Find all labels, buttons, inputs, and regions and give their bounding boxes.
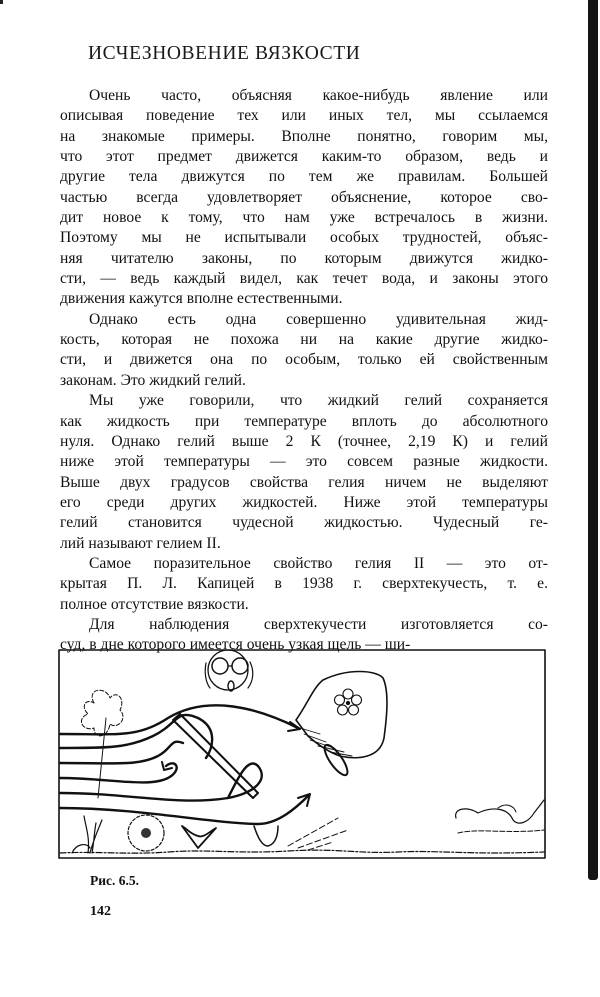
paragraph — [60, 554, 548, 615]
paragraph — [60, 391, 548, 554]
text-line: Очень часто, объясняя какое-нибудь явление или — [89, 87, 548, 104]
scan-corner-mark — [0, 0, 3, 4]
page-edge-shadow — [588, 0, 598, 880]
text-line: няя читателю законы, по которым движутся жидко- — [60, 249, 548, 267]
text-line: гелий становится чудесной жидкостью. Чудесный ге- — [60, 514, 548, 532]
text-line: лий называют гелием II. — [60, 534, 221, 552]
text-line: Однако есть одна совершенно удивительная жид- — [89, 310, 548, 328]
figure-illustration — [58, 648, 546, 860]
text-line: ниже этой температуры — это совсем разные жидкости. — [60, 453, 548, 471]
text-line: дит новое к тому, что нам уже встречалось в жизни. — [60, 209, 548, 227]
text-line: Выше двух градусов свойства гелия ничем не выделяют — [60, 473, 548, 491]
figure-caption: Рис. 6.5. — [90, 873, 140, 888]
text-line: крытая П. Л. Капицей в 1938 г. сверхтекучесть, т. е. — [60, 575, 548, 593]
text-line: кость, которая не похожа ни на какие другие жидко- — [60, 331, 548, 349]
text-line: что этот предмет движется каким-то образом, ведь и — [60, 148, 548, 166]
text-line: законам. Это жидкий гелий. — [60, 371, 246, 389]
text-line: другие тела движутся по тем же правилам. Большей — [60, 168, 548, 186]
text-line: движения кажутся вполне естественными. — [60, 290, 343, 308]
section-heading: ИСЧЕЗНОВЕНИЕ ВЯЗКОСТИ — [88, 43, 361, 64]
text-line: Самое поразительное свойство гелия II — это от- — [89, 554, 548, 572]
text-line: как жидкость при температуре вплоть до абсолютного — [60, 412, 548, 430]
page-number: 142 — [90, 904, 111, 919]
flow-around-plate-illustration — [58, 648, 546, 860]
text-line: нуля. Однако гелий выше 2 К (точнее, 2,19 К) и гелий — [60, 432, 548, 450]
text-line: Поэтому мы не испытывали особых трудностей, объяс- — [60, 229, 548, 247]
text-line: Мы уже говорили, что жидкий гелий сохраняется — [89, 392, 548, 410]
body-text — [60, 86, 548, 656]
text-line: полное отсутствие вязкости. — [60, 595, 249, 613]
text-line: частью всегда удовлетворяет объяснение, которое сво- — [60, 188, 548, 206]
text-line: его среди других жидкостей. Ниже этой температуры — [60, 493, 548, 511]
text-line: сти, — ведь каждый видел, как течет вода, и законы этого — [60, 270, 548, 288]
paragraph — [60, 86, 548, 310]
text-line: суд, в дне которого имеется очень узкая щель — ши- — [60, 636, 411, 654]
text-line: описывая поведение тех или иных тел, мы ссылаемся — [60, 107, 548, 125]
text-line: Для наблюдения сверхтекучести изготовляется со- — [89, 615, 548, 633]
paragraph — [60, 310, 548, 391]
text-line: на знакомые примеры. Вполне понятно, говорим мы, — [60, 127, 548, 145]
text-line: сти, и движется она по особым, только ей свойственным — [60, 351, 548, 369]
